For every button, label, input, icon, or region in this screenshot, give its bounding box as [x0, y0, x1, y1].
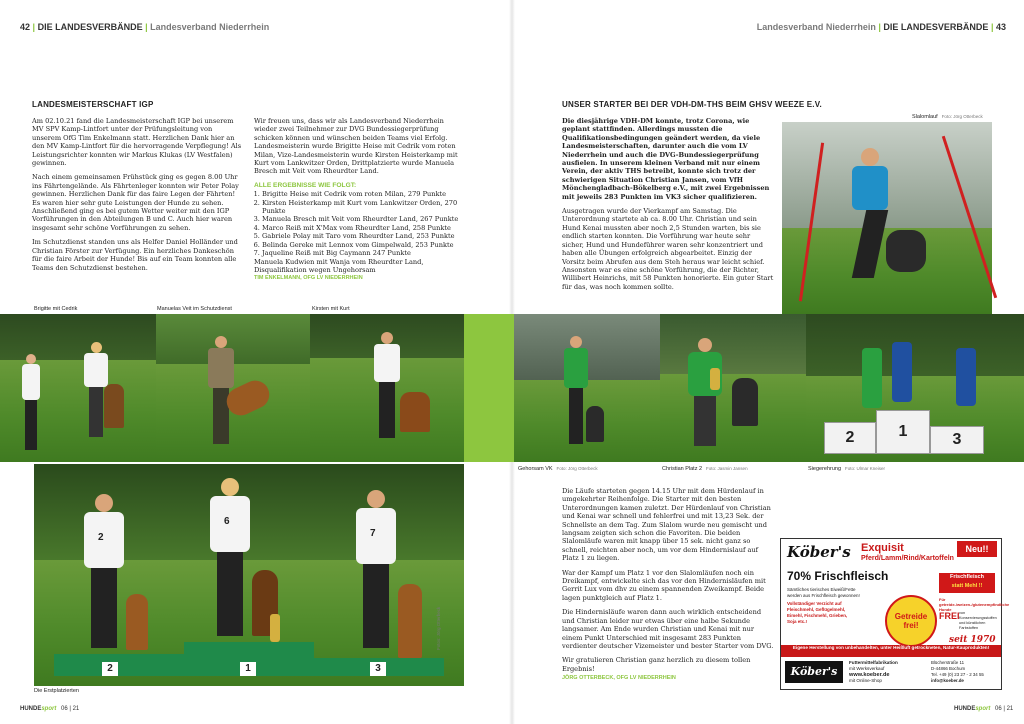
article2-intro-text: Die diesjährige VDH-DM konnte, trotz Corona, wie geplant stattfinden. Allerdings mussten die Qualifikationsbedingungen geändert werden, da viele Landesmeisterschaften, darunter auch die vom LV Niederrhein und auch die DVG-Bundessiegerprüfung ausfielen. In unserem kleinen Verband mit nur einem Verein, der aktiv THS betreibt, konnte sich trotz der schwierigen Situation Christian Jansen, vom VfH Mönchengladbach-Bökelberg e.V., mit zwei Ergebnissen mit jeweils 283 Punkten im VK3 sicher qualifizieren. — [562, 117, 770, 201]
results-item: 2. Kirsten Heisterkamp mit Kurt vom Lankwitzer Orden, 270 Punkte — [262, 199, 466, 216]
article1-heading: LANDESMEISTERSCHAFT IGP — [32, 100, 154, 109]
region-right: Landesverband Niederrhein — [756, 22, 876, 32]
section-title-left: DIE LANDESVERBÄNDE — [37, 22, 143, 32]
dog-figure — [398, 584, 422, 658]
results-item: 1. Brigitte Heise mit Cedrik vom roten Milan, 279 Punkte — [262, 190, 466, 198]
results-heading: ALLE ERGEBNISSE WIE FOLGT: — [254, 181, 357, 189]
podium-3: 3 — [930, 426, 984, 454]
ad-frischfleisch-box: Frischfleisch statt Mehl !! — [939, 573, 995, 593]
person-figure — [356, 490, 396, 654]
podium-2: 2 — [824, 422, 876, 454]
ad-frei-label: FREI — [939, 611, 960, 621]
article2-paragraph: War der Kampf um Platz 1 vor den Slalomläufen noch ein Dreikampf, entwickelte sich das vor den Hindernisläufen mit Gerrit Lux vom dhv zu einem spannenden Zweikampf. Beide lagen punktgleich auf Platz 1. — [562, 568, 766, 602]
caption-manuela: Manuelas Veit im Schutzdienst — [157, 306, 232, 312]
header-left: 42 | DIE LANDESVERBÄNDE | Landesverband Niederrhein — [20, 22, 270, 32]
person-figure — [688, 338, 722, 456]
article2-paragraph: Wir gratulieren Christian ganz herzlich zu diesem tollen Ergebnis! — [562, 656, 751, 673]
page-number-right: 43 — [995, 22, 1006, 32]
region-left: Landesverband Niederrhein — [150, 22, 270, 32]
person-figure — [210, 478, 250, 642]
person-figure — [84, 494, 124, 654]
dog-figure — [400, 392, 430, 432]
results-extra: Manuela Kudwien mit Wanja vom Rheurdter Land, Disqualifikation wegen Ungehorsam — [254, 257, 424, 274]
article2-paragraph: Ausgetragen wurde der Vierkampf am Samstag. Die Unterordnung startete ab ca. 8.00 Uhr. Christian und sein Hund Kenai mussten aber noch 2,5 Stunden warten, bis sie endlich starten konnten. Die Vorführung war heute sehr sicher, Hund und Hundeführer waren sehr konzentriert und haben alle Übungen erfolgreich abgearbeitet. Einzig der Vorsitz beim Abrufen aus dem Steh heraus war leicht schief. Ansonsten war es eine schöne Vorführung, die der Richter, Willibert Heinrichs, mit 58 Punkten honorierte. Ein guter Start für das, was noch kommen sollte. — [562, 207, 774, 291]
article2-col2 — [562, 487, 774, 683]
podium-number-2: 2 — [102, 662, 118, 676]
article1-author: TIM ENKELMANN, OFG LV NIEDERRHEIN — [254, 275, 363, 282]
caption-erstplatzierten: Die Erstplatzierten — [34, 688, 79, 694]
photo-christian-platz2 — [660, 314, 806, 462]
ad-headline: 70% Frischfleisch — [787, 569, 889, 583]
photo-manuela-schutzdienst — [156, 314, 310, 462]
article1-paragraph: Am 02.10.21 fand die Landesmeisterschaft IGP bei unserem MV SPV Kamp-Lintfort unter der Prüfungsleitung von unserem OfG Tim Enkelmann statt. Herzlichen Dank hier an den MV Kamp-Lintfort für die hervorragende Verpflegung! Als Leistungsrichter konnten wir Markus Klukas (LV Westfalen) gewinnen. — [32, 117, 242, 168]
footer-left: HUNDEsport 06 | 21 — [20, 706, 80, 712]
ad-neu-badge: Neu!! — [957, 541, 997, 557]
photo-slalomlauf — [782, 122, 992, 314]
results-item: 6. Belinda Gereke mit Lennox vom Gimpelwald, 253 Punkte — [262, 241, 466, 249]
header-right: Landesverband Niederrhein | DIE LANDESVERBÄNDE | 43 — [756, 22, 1006, 32]
dog-figure — [586, 406, 604, 442]
photo-erstplatzierten — [34, 464, 464, 686]
results-item: 5. Gabriele Polay mit Taro vom Rheurdter Land, 253 Punkte — [262, 232, 466, 240]
dog-figure — [732, 378, 758, 426]
ad-text-lines: Sämtliches tierisches Eiweiß/Fette werden aus Frischfleisch gewonnen! Vollständiger Verzicht auf Fleischmehl, Geflügelmehl, Eimehl, Fischmehl, Grieben, Soja etc.! — [787, 587, 860, 624]
koeber-advertisement[interactable] — [780, 538, 1010, 690]
results-list — [254, 190, 466, 257]
bib-number: 2 — [98, 532, 104, 543]
article2-author: JÖRG OTTERBECK, OFG LV NIEDERRHEIN — [562, 675, 676, 682]
footer-right: HUNDEsport 06 | 21 — [954, 706, 1014, 712]
person-figure — [956, 348, 976, 406]
caption-slalom: Slalomlauf Foto: Jörg Otterbeck — [912, 114, 983, 120]
results-item: 7. Jaqueline Reiß mit Big Caymann 247 Punkte — [262, 249, 466, 257]
ad-logo: Köber's — [785, 661, 843, 683]
ad-address-block: Futtermittelfabrikation mit Werksverkauf www.koeber.de mit Online-Shop — [849, 660, 929, 684]
ad-right-small: Für getreide-/weizen-/glutenempfindliche Hunde — [939, 597, 1010, 612]
photo-siegerehrung — [806, 314, 1024, 462]
person-figure — [862, 348, 882, 408]
podium-block-2 — [54, 654, 184, 676]
person-figure — [22, 354, 40, 454]
article1-col2 — [254, 117, 466, 283]
photo-brigitte-cedrik — [0, 314, 156, 462]
ad-email-link[interactable]: info@koeber.de — [931, 678, 964, 683]
article1-col1 — [32, 117, 242, 278]
ad-website-link[interactable]: www.koeber.de — [849, 672, 890, 678]
photo-gehorsam-vk — [514, 314, 660, 462]
ad-frei-text: von Konservierungsstoffen und künstlichen Farbstoffen — [959, 611, 997, 630]
results-item: 3. Manuela Bresch mit Veit vom Rheurdter Land, 267 Punkte — [262, 215, 466, 223]
caption-gehorsam: Gehorsam VK Foto: Jörg Otterbeck — [518, 466, 598, 472]
caption-kirsten: Kirsten mit Kurt — [312, 306, 350, 312]
section-title-right: DIE LANDESVERBÄNDE — [883, 22, 989, 32]
trophy-icon — [710, 368, 720, 390]
podium-number-1: 1 — [240, 662, 256, 676]
person-figure — [892, 342, 912, 402]
caption-platz2: Christian Platz 2 Foto: Jasmin Jansen — [662, 466, 748, 472]
article2-intro — [562, 117, 774, 297]
bib-number: 6 — [224, 516, 230, 527]
article2-heading: UNSER STARTER BEI DER VDH-DM-THS BEIM GHSV WEEZE E.V. — [562, 100, 822, 109]
ad-contact-block: Blücherstraße 11 D-44866 Bochum Tel. +49 (0) 23 27 - 2 34 55 info@koeber.de — [931, 660, 999, 684]
results-item: 4. Marco Reiß mit X'Max vom Rheurdter Land, 258 Punkte — [262, 224, 466, 232]
person-figure — [852, 148, 888, 288]
dog-figure — [126, 594, 148, 650]
bib-number: 7 — [370, 528, 376, 539]
caption-brigitte: Brigitte mit Cedrik — [34, 306, 78, 312]
person-figure — [564, 336, 588, 456]
photo-credit-left: Fotos: Jörg Otterbeck — [436, 606, 441, 650]
ad-title2: Pferd/Lamm/Rind/Kartoffeln — [861, 555, 954, 562]
ad-seit-badge: seit 1970 — [949, 635, 996, 645]
caption-sieger: Siegerehrung Foto: Ulmar Kneiser — [808, 466, 886, 472]
podium-number-3: 3 — [370, 662, 386, 676]
article2-paragraph: Die Hindernisläufe waren dann auch wirklich entscheidend und Christian leider nur etwas über eine halbe Sekunde langsamer. Am Ende wurden Christian und Kenai mit nur einem Punkt Unterschied mit insgesamt 283 Punkten verdienter deutscher Vizemeister und bester Starter vom DVG. — [562, 608, 774, 650]
article1-paragraph: Wir freuen uns, dass wir als Landesverband Niederrhein wieder zwei Teilnehmer zur DVG Bundessiegerprüfung schicken können und wünschen beiden Teams viel Erfolg. Landesmeisterin wurde Brigitte Heise mit Cedrik vom roten Milan, Vize-Landesmeisterin wurde Kirsten Heisterkamp mit Kurt vom Lankwitzer Orden, Drittplatzierte wurde Manuela Bresch mit Veit vom Rheurdter Land. — [254, 117, 458, 176]
photo-kirsten-kurt — [310, 314, 464, 462]
ad-bottom-bar: Eigene Herstellung von unbehandelten, unter Heißluft getrockneten, Natur-Kauprodukten! — [781, 645, 1001, 657]
article1-paragraph: Nach einem gemeinsamen Frühstück ging es gegen 8.00 Uhr ins Fährtengelände. Als Fährtenleger konnten wir Peter Polay gewinnen. Herzlichen Dank für das faire Legen der Fährten! Es waren hier sehr gute Leistungen der Hunde zu sehen. Anschließend ging es bei gutem Wetter weiter mit den IGP Vorführungen in den Abteilungen B und C. Auch hier waren insgesamt sehr schöne Vorführungen zu sehen. — [32, 173, 239, 232]
dog-figure — [886, 230, 926, 272]
article2-paragraph: Die Läufe starteten gegen 14.15 Uhr mit dem Hürdenlauf in umgekehrter Reihenfolge. Die Starter mit den besten Unterordnungen kamen zuletzt. Der Hürdenlauf von Christian und Kenai war schnell und fehlerfrei und mit 13,23 Sek. der Schnellste an dem Tag. Zum Slalom wurde neu gemischt und langsam zeigten sich schon die Favoriten. Die beiden Slalomläufe waren mit knapp über 15 sek. nicht ganz so schnell, reichten aber noch, um vor dem Hindernislauf auf Platz 1 zu liegen. — [562, 487, 771, 563]
ad-brand: Köber's — [787, 543, 851, 561]
person-figure — [374, 332, 400, 452]
trophy-icon — [270, 614, 280, 642]
ad-getreide-frei-badge: Getreide frei! — [885, 595, 937, 647]
dog-figure — [104, 384, 124, 428]
page-number-left: 42 — [20, 22, 31, 32]
podium-1: 1 — [876, 410, 930, 454]
ad-title1: Exquisit — [861, 542, 904, 554]
article1-paragraph: Im Schutzdienst standen uns als Helfer Daniel Holländer und Christian Förster zur Verfügung. Ein herzliches Dankeschön für die faire Arbeit der Hunde! Bis auf ein Team konnten alle Teams den Schutzdienst bestehen. — [32, 238, 238, 272]
